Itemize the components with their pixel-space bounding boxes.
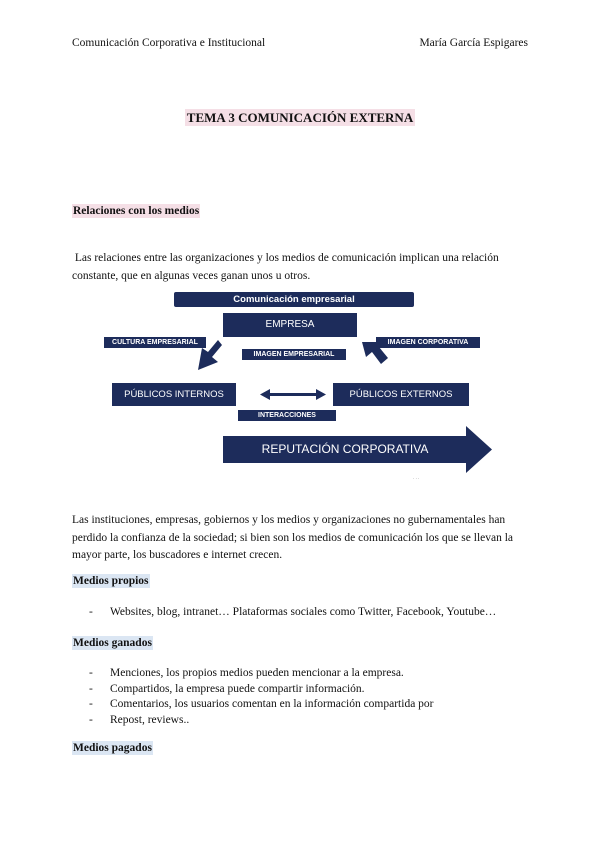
list-item: - Menciones, los propios medios pueden mencionar a la empresa.: [89, 667, 404, 679]
page-title: TEMA 3 COMUNICACIÓN EXTERNA: [186, 110, 414, 125]
section-heading-medios-pagados: Medios pagados: [73, 742, 152, 754]
diagram-banner-comunicacion: Comunicación empresarial: [174, 292, 414, 307]
diagram-label-interacciones: INTERACCIONES: [238, 410, 336, 421]
paragraph-line-2: perdido la confianza de la sociedad; si bien son los medios de comunicación los que se llevan la: [72, 531, 514, 544]
diagram-box-publicos-internos: PÚBLICOS INTERNOS: [112, 383, 236, 406]
diagram-label-imagen-corporativa: IMAGEN CORPORATIVA: [376, 337, 480, 348]
paragraph-line-3: mayor parte, los buscadores e internet crecen.: [72, 549, 283, 561]
list-item: - Comentarios, los usuarios comentan en la información compartida por: [89, 698, 434, 710]
double-arrow-icon: [260, 389, 326, 400]
diagram-reputacion-label: REPUTACIÓN CORPORATIVA: [261, 442, 429, 456]
header-author: María García Espigares: [419, 37, 528, 49]
intro-line-2: constante, que en algunas veces ganan unos u otros.: [72, 269, 311, 282]
arrow-up-left-icon: [362, 342, 388, 364]
diagram-label-cultura: CULTURA EMPRESARIAL: [104, 337, 206, 348]
paragraph-confianza: [72, 512, 542, 565]
section-heading-medios-ganados: Medios ganados: [73, 637, 152, 649]
svg-text:· · ·: · · ·: [413, 476, 420, 481]
paragraph-line-1: Las instituciones, empresas, gobiernos y los medios y organizaciones no gubernamentales han: [72, 514, 506, 526]
section-heading-medios-propios: Medios propios: [73, 575, 149, 587]
header-course-title: Comunicación Corporativa e Institucional: [72, 37, 266, 49]
list-item: - Websites, blog, intranet… Plataformas sociales como Twitter, Facebook, Youtube…: [89, 606, 497, 618]
diagram-box-empresa: EMPRESA: [223, 313, 357, 337]
intro-line-1: Las relaciones entre las organizaciones y los medios de comunicación implican una relación: [72, 252, 499, 264]
list-item: - Repost, reviews..: [89, 714, 190, 726]
diagram-label-imagen-empresarial: IMAGEN EMPRESARIAL: [242, 349, 346, 360]
diagram-box-publicos-externos: PÚBLICOS EXTERNOS: [333, 383, 469, 406]
arrow-down-left-icon: [198, 340, 222, 370]
intro-paragraph: [72, 250, 532, 285]
list-item: - Compartidos, la empresa puede compartir información.: [89, 683, 365, 695]
communication-diagram: [100, 290, 500, 485]
section-heading-relaciones: Relaciones con los medios: [73, 205, 200, 217]
